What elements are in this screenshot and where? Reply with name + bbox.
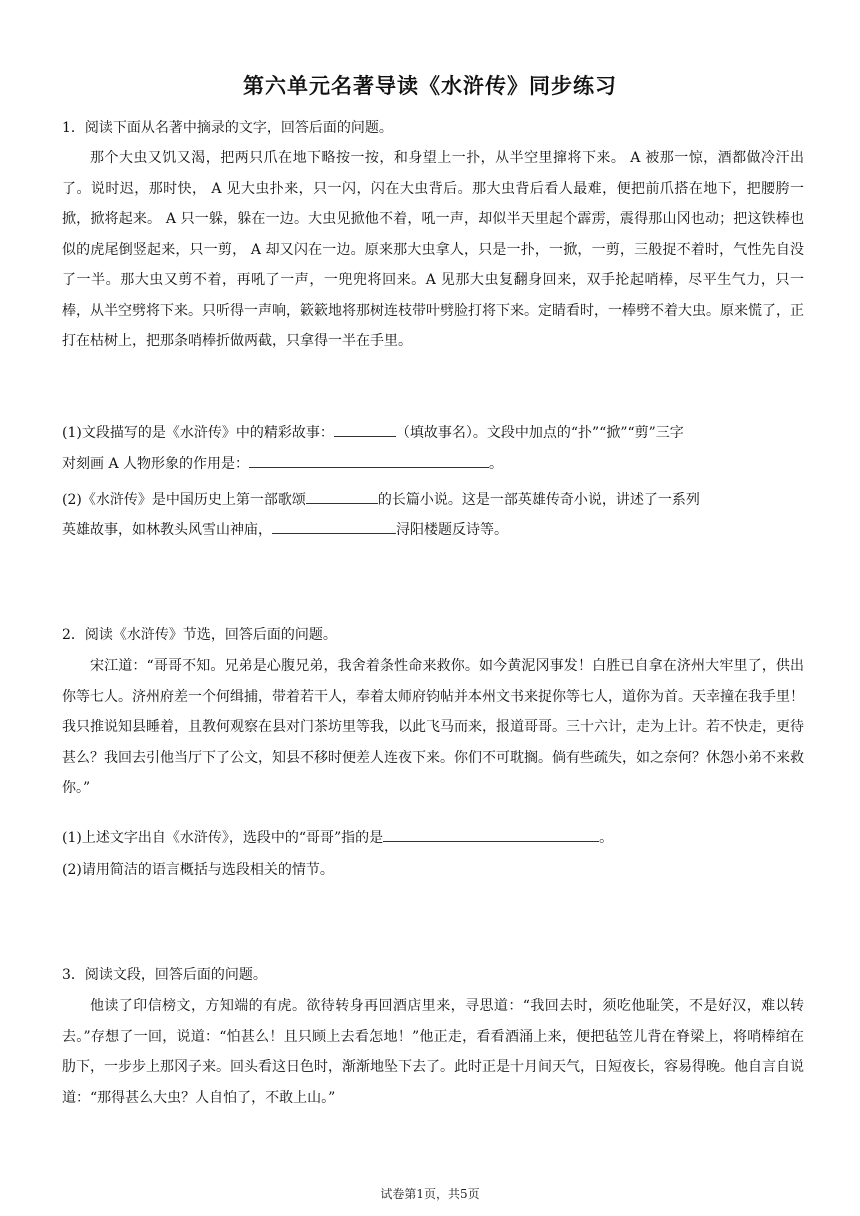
question-2-sub1-text-b: 。 — [599, 830, 614, 846]
question-1-sub1-line2 — [62, 449, 804, 479]
question-1-passage: 那个大虫又饥又渴，把两只爪在地下略按一按，和身望上一扑，从半空里撺将下来。 A 被那一惊，酒都做冷汗出了。说时迟，那时快， A 见大虫扑来，只一闪，闪在大虫背后。那大虫背后看人最难，便把前爪搭在地下，把腰胯一掀，掀将起来。 A 只一躲，躲在一边。大虫见掀他不着，吼一声，却似半天里起个霹雳，震得那山冈也动；把这铁棒也似的虎尾倒竖起来，只一剪， A 却又闪在一边。原来那大虫拿人，只是一扑，一掀，一剪，三般捉不着时，气性先自没了一半。那大虫又剪不着，再吼了一声，一兜兜将回来。A 见那大虫复翻身回来，双手抡起哨棒，尽平生气力，只一棒，从半空劈将下来。只听得一声响，簌簌地将那树连枝带叶劈脸打将下来。定睛看时，一棒劈不着大虫。原来慌了，正打在枯树上，把那条哨棒折做两截，只拿得一半在手里。 — [62, 150, 804, 349]
question-1-sub1-line1 — [62, 418, 804, 448]
answer-blank-character-effect[interactable] — [249, 452, 489, 468]
question-1-sub1-text-d: 。 — [489, 456, 504, 472]
question-1-sub1-text-a: (1)文段描写的是《水浒传》中的精彩故事： — [62, 425, 334, 441]
question-1-sub2-text-b: 的长篇小说。这是一部英雄传奇小说，讲述了一系列 — [377, 492, 700, 508]
question-1-sub1-text-b: （填故事名）。文段中加点的“扑”“掀”“剪”三字 — [395, 425, 684, 441]
question-2-sub1-text-a: (1)上述文字出自《水浒传》，选段中的“哥哥”指的是 — [62, 830, 384, 846]
page-title: 第六单元名著导读《水浒传》同步练习 — [243, 74, 617, 98]
question-1-stem: 1．阅读下面从名著中摘录的文字，回答后面的问题。 — [62, 120, 393, 136]
question-1-sub1-text-c: 对刻画 A 人物形象的作用是： — [62, 456, 250, 472]
question-1-sub2-line1 — [62, 485, 804, 515]
answer-blank-praise-subject[interactable] — [306, 488, 378, 504]
question-2-sub1-line — [62, 823, 804, 853]
question-1-sub2-text-d: 浔阳楼题反诗等。 — [396, 522, 508, 538]
answer-blank-story-name[interactable] — [334, 421, 396, 437]
question-1-sub2-text-a: (2)《水浒传》是中国历史上第一部歌颂 — [62, 492, 306, 508]
answer-blank-brother-name[interactable] — [383, 826, 599, 842]
question-1-sub2-text-c: 英雄故事，如林教头风雪山神庙， — [62, 522, 272, 538]
question-2-stem: 2．阅读《水浒传》节选，回答后面的问题。 — [62, 627, 337, 643]
page-footer: 试卷第1页，共5页 — [380, 1187, 480, 1201]
question-3-passage: 他读了印信榜文，方知端的有虎。欲待转身再回酒店里来，寻思道：“我回去时，须吃他耻笑，不是好汉，难以转去。”存想了一回，说道：“怕甚么！且只顾上去看怎地！”他正走，看看酒涌上来，便把毡笠儿背在脊梁上，将哨棒绾在肋下，一步步上那冈子来。回头看这日色时，渐渐地坠下去了。此时正是十月间天气，日短夜长，容易得晚。他自言自说道：“那得甚么大虫？人自怕了，不敢上山。” — [62, 998, 804, 1106]
question-2-passage: 宋江道：“哥哥不知。兄弟是心腹兄弟，我舍着条性命来救你。如今黄泥冈事发！白胜已自拿在济州大牢里了，供出你等七人。济州府差一个何缉捕，带着若干人，奉着太师府钧帖并本州文书来捉你等七人，道你为首。天幸撞在我手里！我只推说知县睡着，且教何观察在县对门茶坊里等我，以此飞马而来，报道哥哥。三十六计，走为上计。若不快走，更待甚么？我回去引他当厅下了公文，知县不移时便差人连夜下来。你们不可耽搁。倘有些疏失，如之奈何？休怨小弟不来救你。” — [62, 658, 804, 796]
question-1-sub2-line2 — [62, 515, 804, 545]
question-3-stem: 3．阅读文段，回答后面的问题。 — [62, 967, 267, 983]
answer-blank-story-example[interactable] — [272, 518, 396, 534]
question-2-sub2: (2)请用简洁的语言概括与选段相关的情节。 — [62, 862, 334, 878]
